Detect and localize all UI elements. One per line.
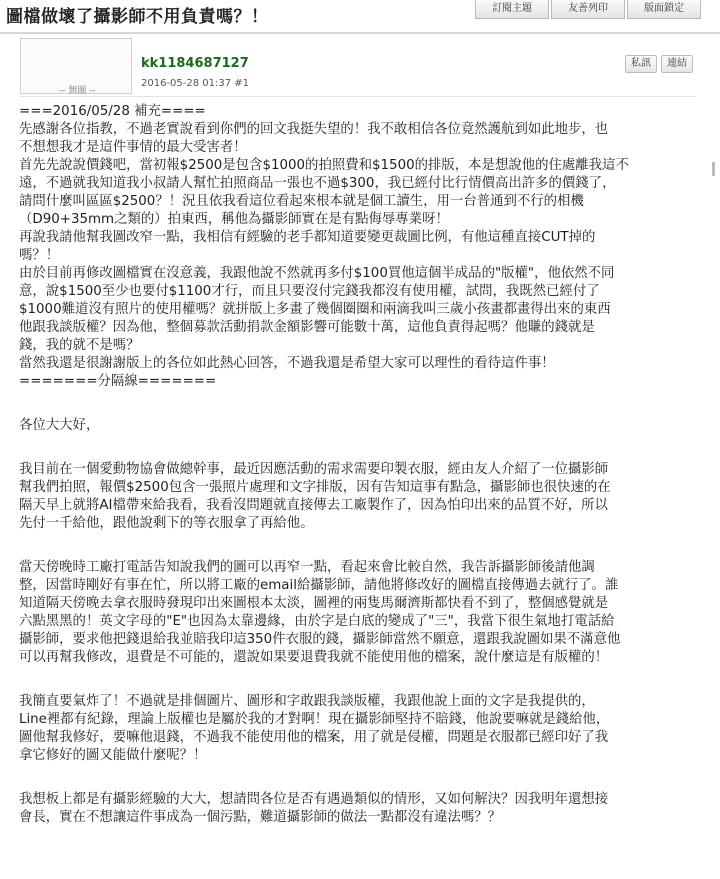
post-text-line: 他跟我談版權？因為他，整個募款活動捐款金額影響可能數十萬，這他負責得起嗎？他賺的錢就是 — [19, 320, 595, 335]
post-text-line: 整，因當時剛好有事在忙，所以將工廠的email給攝影師，請他將修改好的圖檔直接傳過去就行了。誰 — [19, 578, 619, 593]
post-text-line: 我目前在一個愛動物協會做總幹事，最近因應活動的需求需要印製衣服，經由友人介紹了一位攝影師 — [19, 462, 609, 477]
author-username[interactable]: kk1184687127 — [141, 56, 249, 71]
post-timestamp: 2016-05-28 01:37 #1 — [141, 78, 250, 89]
private-message-button[interactable]: 私訊 — [625, 55, 657, 73]
post-text-line: 先感謝各位指教，不過老實說看到你們的回文我挺失望的！我不敢相信各位竟然護航到如此地步，也 — [19, 122, 609, 137]
post-text-line: 意，說$1500至少也要付$1100才行，而且只要沒付完錢我都沒有使用權，試問，我既然已經付了 — [19, 284, 600, 299]
post-text-line: 由於目前再修改圖檔實在沒意義，我跟他說不然就再多付$100買他這個半成品的"版權"，他依然不同 — [19, 266, 615, 281]
lock-layout-button[interactable]: 版面鎖定 — [627, 0, 701, 19]
paragraph — [19, 461, 701, 533]
post-text-line: 隔天早上就將AI檔帶來給我看，我看沒問題就直接傳去工廠製作了，因為怕印出來的品質不好，所以 — [19, 498, 608, 513]
thread-title: 圖檔做壞了攝影師不用負責嗎？！ — [6, 7, 269, 27]
divider — [20, 96, 696, 97]
print-friendly-button[interactable]: 友善列印 — [551, 0, 625, 19]
post-text-line: 我想板上都是有攝影經驗的大大，想請問各位是否有遇過類似的情形，又如何解決？因我明年還想接 — [19, 792, 609, 807]
post-text-line: 首先先說說價錢吧，當初報$2500是包含$1000的拍照費和$1500的排版，本是想說他的住處離我這不 — [19, 158, 629, 173]
thread-header — [0, 0, 720, 34]
post-text-line: 遠，不過就我知道我小叔請人幫忙拍照商品一張也不過$300，我已經付比行情價高出許多的價錢了， — [19, 176, 616, 191]
post-text-line: 可以再幫我修改，退費是不可能的，還說如果要退費我就不能使用他的檔案，說什麼這是有版權的！ — [19, 650, 609, 665]
scroll-edge-marker — [712, 162, 715, 176]
greeting-text: 各位大大好， — [19, 418, 100, 433]
post-text-line: 請問什麼叫區區$2500？！況且依我看這位看起來根本就是個工讀生，用一台普通到不行的相機 — [19, 194, 584, 209]
post-text-line: 錢，我的就不是嗎？ — [19, 338, 140, 353]
post-text-line: 當然我還是很謝謝版上的各位如此熱心回答，不過我還是希望大家可以理性的看待這件事！ — [19, 356, 555, 371]
update-section — [19, 103, 701, 391]
post-text-line: 幫我們拍照，報價$2500包含一張照片處理和文字排版，因有告知這事有點急，攝影師也很快速的在 — [19, 480, 611, 495]
link-button[interactable]: 連結 — [661, 55, 693, 73]
post-text-line: 會長，實在不想讓這件事成為一個污點，難道攝影師的做法一點都沒有違法嗎？？ — [19, 810, 502, 825]
post-text-line: 拿它修好的圖又能做什麼呢？！ — [19, 748, 207, 763]
post-text-line: =======分隔線======= — [19, 374, 217, 389]
post-text-line: （D90+35mm之類的）拍東西，稱他為攝影師實在是有點侮辱專業呀！ — [19, 212, 449, 227]
post-text-line: ===2016/05/28 補充==== — [19, 104, 206, 119]
paragraph — [19, 791, 701, 827]
post-content — [19, 103, 701, 827]
post-text-line: 嗎？！ — [19, 248, 60, 263]
post-text-line: $1000難道沒有照片的使用權嗎？就拼版上多畫了幾個圈圈和兩滴我叫三歲小孩畫都畫得出來的東西 — [19, 302, 611, 317]
post-text-line: 再說我請他幫我圖改窄一點，我相信有經驗的老手都知道要變更裁圖比例，有他這種直接CUT掉的 — [19, 230, 596, 245]
post-text-line: 攝影師，要求他把錢退給我並賠我印這350件衣服的錢，攝影師當然不願意，還跟我說圖如果不滿意他 — [19, 632, 621, 647]
avatar-placeholder-text: -- 無圖 -- — [59, 86, 96, 96]
post-text-line: 我簡直要氣炸了！不過就是排個圖片、圖形和字敢跟我談版權，我跟他說上面的文字是我提供的， — [19, 694, 595, 709]
paragraph — [19, 559, 701, 667]
post-text-line: 六點黑黑的！英文字母的"E"也因為太靠邊緣，由於字是白底的變成了"三"，我當下很生氣地打電話給 — [19, 614, 615, 629]
post-text-line: 知道隔天傍晚去拿衣服時發現印出來圖根本太淡，圖裡的兩隻馬爾濟斯都快看不到了，整個感覺就是 — [19, 596, 609, 611]
post-text-line: 圖他幫我修好，要嘛他退錢，不過我不能使用他的檔案，用了就是侵權，問題是衣服都已經印好了我 — [19, 730, 609, 745]
post-text-line: 不想想我才是這件事情的最大受害者！ — [19, 140, 247, 155]
post-text-line: 先付一千給他，跟他說剩下的等衣服拿了再給他。 — [19, 516, 314, 531]
post-text-line: 當天傍晚時工廠打電話告知說我們的圖可以再窄一點，看起來會比較自然，我告訴攝影師後請他調 — [19, 560, 595, 575]
paragraph — [19, 693, 701, 765]
subscribe-button[interactable]: 訂閱主題 — [475, 0, 549, 19]
post-text-line: Line裡都有紀錄，理論上版權也是屬於我的才對啊！現在攝影師堅持不賠錢，他說要嘛就是錢給他， — [19, 712, 610, 727]
avatar[interactable] — [20, 38, 132, 94]
